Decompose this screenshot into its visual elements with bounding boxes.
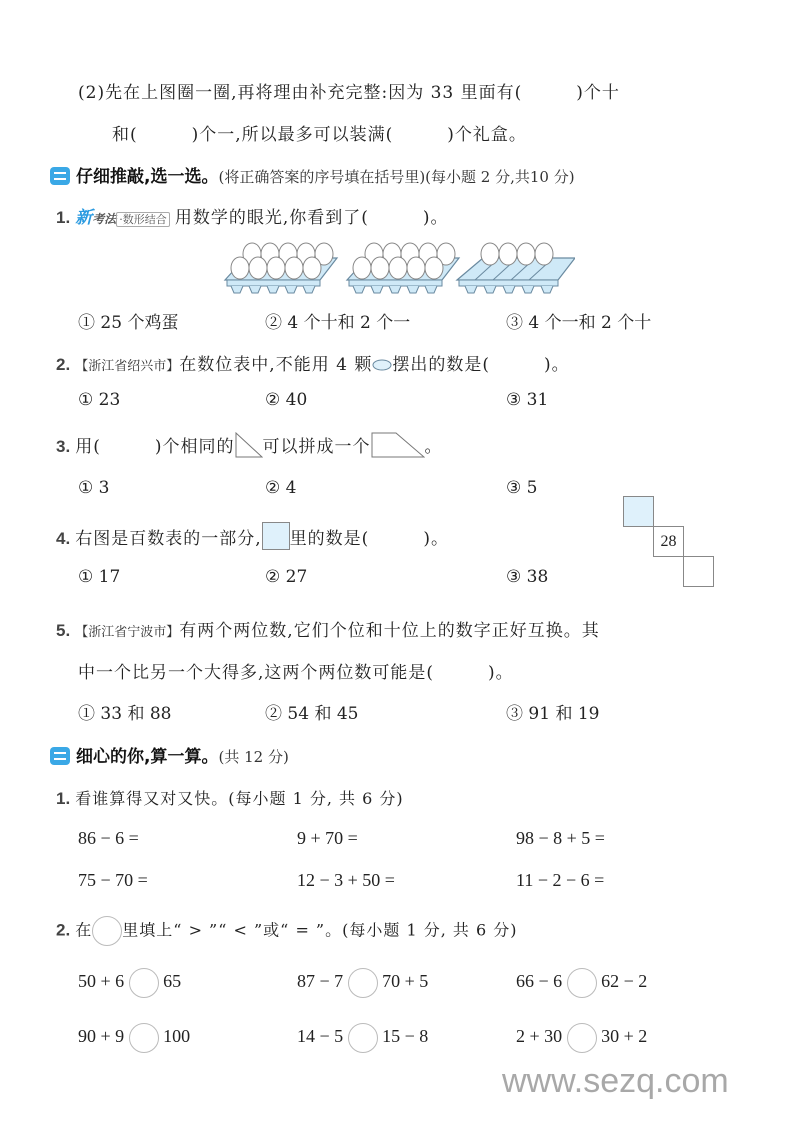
part2-line2: 和( )个一,所以最多可以装满( )个礼盒。: [112, 125, 527, 145]
trapezoid-icon: [371, 432, 425, 458]
section2-note: (将正确答案的序号填在括号里)(每小题 2 分,共10 分): [218, 168, 575, 186]
compare-item: 66 − 6 62 − 2: [516, 968, 647, 998]
question-5-line2: 中一个比另一个大得多,这两个两位数可能是( )。: [78, 663, 514, 683]
compare-item: 90 + 9 100: [78, 1023, 190, 1053]
answer-circle[interactable]: [567, 1023, 597, 1053]
calc-item: 86 − 6 =: [78, 828, 139, 848]
section2-header: 仔细推敲,选一选。(将正确答案的序号填在括号里)(每小题 2 分,共10 分): [50, 162, 575, 187]
answer-circle[interactable]: [348, 968, 378, 998]
answer-circle[interactable]: [129, 1023, 159, 1053]
compare-item: 14 − 5 15 − 8: [297, 1023, 428, 1053]
calc-item: 98 − 8 + 5 =: [516, 828, 605, 848]
q3-option-1: ① 3: [78, 478, 110, 498]
q3-option-2: ② 4: [265, 478, 297, 498]
section3-title: 细心的你,算一算: [76, 747, 202, 767]
section-three-icon: [50, 747, 70, 765]
bead-icon: [372, 359, 392, 371]
egg-tray-3: [457, 243, 575, 293]
calc-question-1: 1. 看谁算得又对又快。(每小题 1 分, 共 6 分): [56, 789, 404, 808]
calc-item: 12 − 3 + 50 =: [297, 870, 395, 890]
compare-circle-icon: [92, 916, 122, 946]
egg-tray-2: [347, 243, 459, 293]
q1-option-1: ① 25 个鸡蛋: [78, 313, 179, 333]
calc-item: 9 + 70 =: [297, 828, 358, 848]
hundred-chart-empty-cell: [683, 556, 714, 587]
type-badge: ·数形结合: [116, 212, 170, 227]
watermark: www.sezq.com: [502, 1062, 729, 1100]
calc-item: 11 − 2 − 6 =: [516, 870, 605, 890]
q4-option-3: ③ 38: [506, 567, 549, 587]
question-2: 2. 【浙江省绍兴市】在数位表中,不能用 4 颗 摆出的数是( )。: [56, 355, 570, 375]
q2-option-1: ① 23: [78, 390, 121, 410]
blue-box-icon: [262, 522, 290, 550]
egg-trays-figure: [215, 238, 575, 294]
section3-header: 细心的你,算一算。(共 12 分): [50, 742, 289, 767]
q5-option-3: ③ 91 和 19: [506, 704, 600, 724]
calc-question-2: 2. 在 里填上“ > ”“ < ”或“ = ”。(每小题 1 分, 共 6 分): [56, 916, 517, 946]
egg-tray-1: [225, 243, 337, 293]
calc-item: 75 − 70 =: [78, 870, 148, 890]
question-3: 3. 用( )个相同的 可以拼成一个 。: [56, 432, 443, 458]
q5-option-1: ① 33 和 88: [78, 704, 172, 724]
q1-option-2: ② 4 个十和 2 个一: [265, 313, 411, 333]
region-tag: 【浙江省宁波市】: [75, 625, 180, 640]
q5-option-2: ② 54 和 45: [265, 704, 359, 724]
compare-item: 2 + 30 30 + 2: [516, 1023, 647, 1053]
q1-option-3: ③ 4 个一和 2 个十: [506, 313, 652, 333]
q4-option-2: ② 27: [265, 567, 308, 587]
hundred-chart-blue-cell: [623, 496, 654, 527]
section3-note: (共 12 分): [218, 748, 289, 766]
q3-option-3: ③ 5: [506, 478, 538, 498]
hundred-chart-cell-28: 28: [653, 526, 684, 557]
right-triangle-icon: [235, 432, 263, 458]
section-two-icon: [50, 167, 70, 185]
compare-item: 87 − 7 70 + 5: [297, 968, 428, 998]
compare-item: 50 + 6 65: [78, 968, 181, 998]
new-badge: 新: [75, 208, 93, 228]
answer-circle[interactable]: [567, 968, 597, 998]
q2-option-3: ③ 31: [506, 390, 549, 410]
region-tag: 【浙江省绍兴市】: [75, 359, 180, 374]
question-1: 1. 新考法 ·数形结合 用数学的眼光,你看到了( )。: [56, 208, 449, 228]
section2-title: 仔细推敲,选一选: [76, 167, 202, 187]
q4-option-1: ① 17: [78, 567, 121, 587]
part2-line1: (2)先在上图圈一圈,再将理由补充完整:因为 33 里面有( )个十: [78, 83, 620, 103]
answer-circle[interactable]: [348, 1023, 378, 1053]
q2-option-2: ② 40: [265, 390, 308, 410]
question-5: 5. 【浙江省宁波市】有两个两位数,它们个位和十位上的数字正好互换。其: [56, 621, 600, 641]
question-4: 4. 右图是百数表的一部分, 里的数是( )。: [56, 522, 449, 550]
answer-circle[interactable]: [129, 968, 159, 998]
